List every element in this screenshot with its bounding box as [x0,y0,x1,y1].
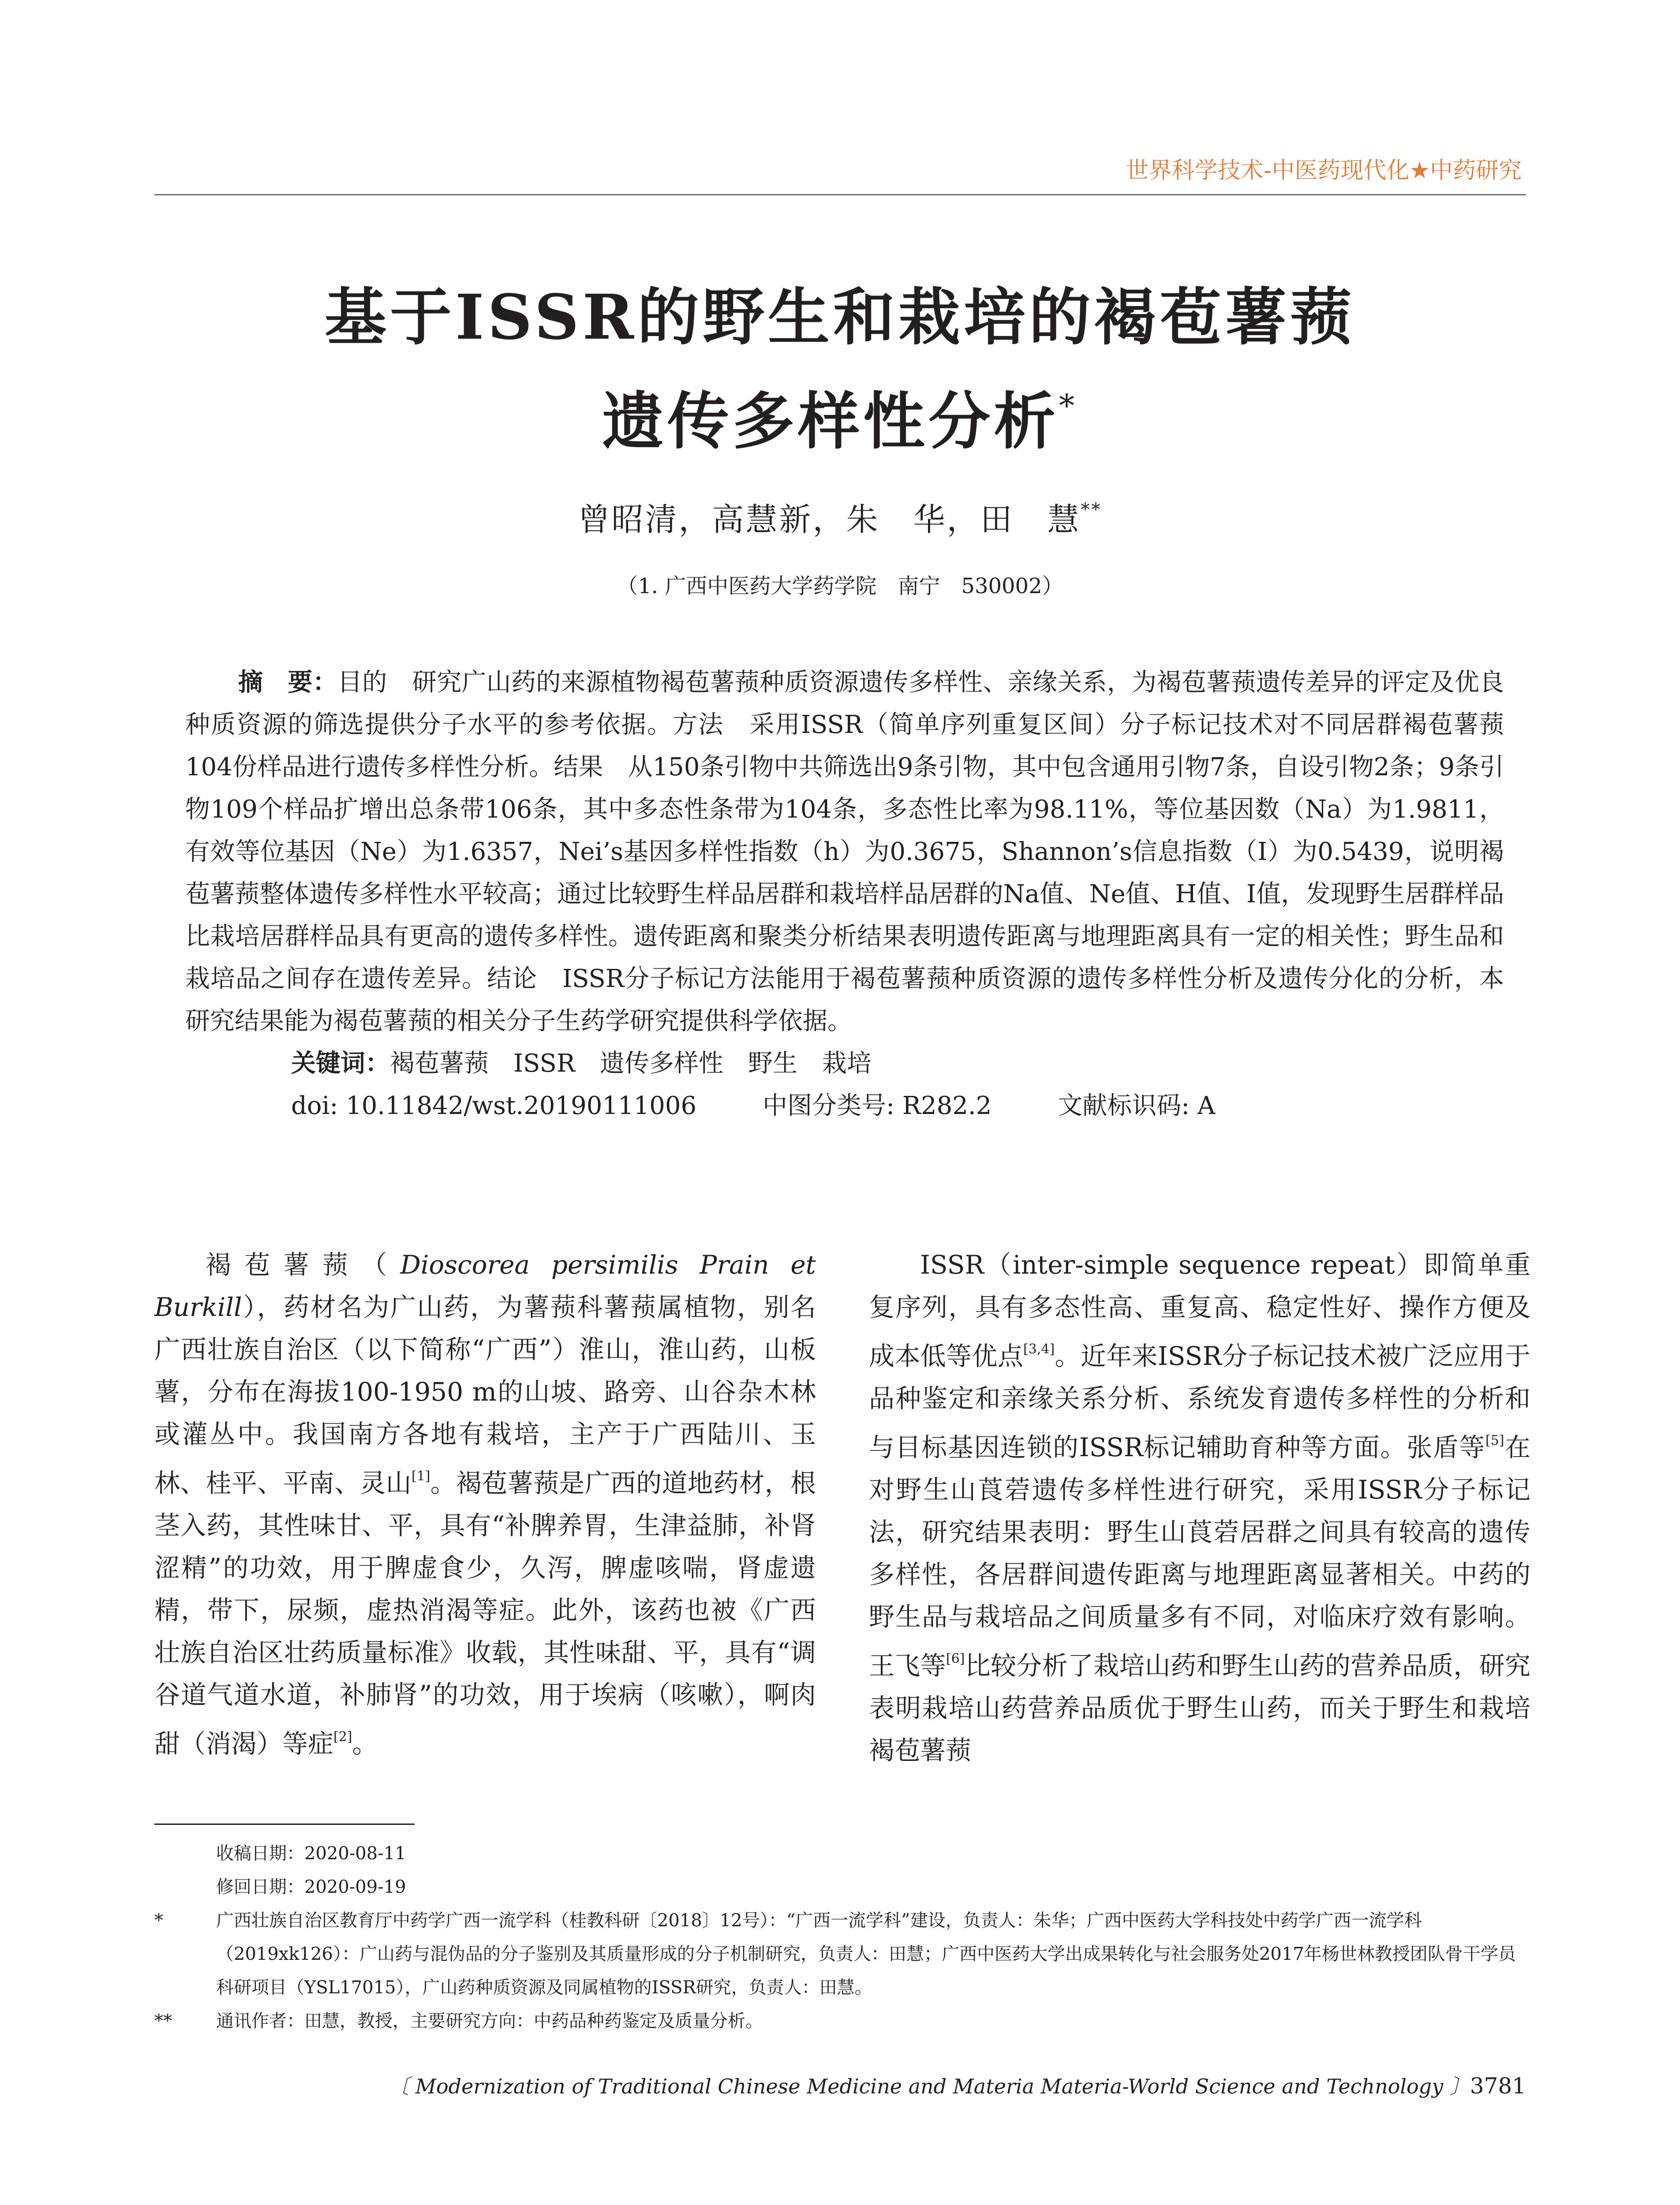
clc-text: 中图分类号: R282.2 [763,1091,992,1120]
citation-ref: [3,4] [1023,1342,1055,1357]
corresponding-mark: ** [1081,500,1102,520]
doc-code-text: 文献标识码: A [1058,1091,1216,1120]
body-text: 。褐苞薯蓣是广西的道地药材，根茎入药，其性味甘、平，具有“补脾养胃，生津益肺，补肾涩精”的功效，用于脾虚食少，久泻，脾虚咳喘，肾虚遗精，带下，尿频，虚热消渴等症。此外，该药也被《广西壮族自治区壮药质量标准》收载，其性味甜、平，具有“调谷道气道水道，补肺肾”的功效，用于埃病（咳嗽），啊肉甜（消渴）等症 [154,1468,816,1759]
abstract-label: 摘 要： [238,668,338,697]
funding-mark: * [154,1910,163,1931]
received-date: 收稿日期：2020-08-11 [216,1843,406,1864]
result-text: 从150条引物中共筛选出9条引物，其中包含通用引物7条，自设引物2条；9条引物109个样品扩增出总条带106条，其中多态性条带为104条，多态性比率为98.11%，等位基因数（Na）为1.9811，有效等位基因（Ne）为1.6357，Nei’s基因多样性指数（h）为0.3675，Shannon’s信息指数（I）为0.5439，说明褐苞薯蓣整体遗传多样性水平较高；通过比较野生样品居群和栽培样品居群的Na值、Ne值、H值、I值，发现野生居群样品比栽培居群样品具有更高的遗传多样性。遗传距离和聚类分析结果表明遗传距离与地理距离具有一定的相关性；野生品和栽培品之间存在遗传差异。 [185,753,1504,993]
citation-ref: [1] [412,1469,430,1484]
footnotes [154,1837,1526,2038]
doi-text: doi: 10.11842/wst.20190111006 [291,1091,697,1120]
page-number: 3781 [1470,2073,1526,2099]
body-column-left [154,1244,816,1765]
footnote-funding [154,1904,1526,2004]
footnote-received [154,1837,1526,1870]
revised-date: 修回日期：2020-09-19 [216,1877,406,1897]
author-list [0,494,1680,540]
objective-label: 目的 [337,668,387,697]
title-footnote-mark: * [1059,388,1078,424]
body-text: ISSR（inter-simple sequence repeat）即简单重复序列，具有多态性高、重复高、稳定性好、操作方便及成本低等优点 [869,1250,1530,1371]
keywords-line [185,1043,1504,1085]
funding-text: 广西壮族自治区教育厅中药学广西一流学科（桂教科研〔2018〕12号）：“广西一流学科”建设，负责人：朱华；广西中医药大学科技处中药学广西一流学科（2019xk126）：广山药与混伪品的分子鉴别及其质量形成的分子机制研究，负责人：田慧；广西中医药大学出成果转化与社会服务处2017年杨世林教授团队骨干学员科研项目（YSL17015），广山药种质资源及同属植物的ISSR研究，负责人：田慧。 [216,1910,1516,1998]
author-names: 曾昭清，高慧新，朱 华，田 慧 [578,501,1081,538]
body-text: 褐苞薯蓣（ [206,1250,400,1280]
method-label: 方法 [673,710,724,739]
footnote-divider [154,1824,415,1825]
keywords-text: 褐苞薯蓣 ISSR 遗传多样性 野生 栽培 [390,1049,872,1078]
conclusion-text: ISSR分子标记方法能用于褐苞薯蓣种质资源的遗传多样性分析及遗传分化的分析，本研究结果能为褐苞薯蓣的相关分子生药学研究提供科学依据。 [185,964,1504,1035]
footnote-corresponding [154,2004,1526,2038]
body-paragraph [869,1244,1530,1771]
running-header [154,146,1526,195]
journal-english-name: 〔 Modernization of Traditional Chinese Medicine and Materia Materia-World Science and Technology 〕 [389,2074,1470,2098]
title-line-2-text: 遗传多样性分析 [602,385,1059,458]
footnote-revised [154,1870,1526,1904]
journal-name: 世界科学技术-中医药现代化 [1126,157,1410,184]
objective-text: 研究广山药的来源植物褐苞薯蓣种质资源遗传多样性、亲缘关系，为褐苞薯蓣遗传差异的评定及优良种质资源的筛选提供分子水平的参考依据。 [185,668,1504,739]
citation-ref: [2] [333,1729,352,1745]
body-column-right [869,1244,1530,1771]
star-icon: ★ [1409,157,1430,184]
doi-line [185,1085,1504,1127]
body-paragraph [154,1244,816,1765]
citation-ref: [6] [946,1651,965,1667]
affiliation: （1. 广西中医药大学药学院 南宁 530002） [617,574,1063,598]
latin-name: Dioscorea persimilis Prain et Burkill [154,1250,816,1322]
corresponding-footnote-mark: ** [154,2011,172,2031]
conclusion-label: 结论 [487,964,537,993]
body-text: 。近年来ISSR分子标记技术被广泛应用于品种鉴定和亲缘关系分析、系统发育遗传多样性的分析和与目标基因连锁的ISSR标记辅助育种等方面。张盾等 [869,1341,1530,1462]
keywords-label: 关键词： [291,1049,390,1078]
body-text: 比较分析了栽培山药和野生山药的营养品质，研究表明栽培山药营养品质优于野生山药，而关于野生和栽培褐苞薯蓣 [869,1651,1530,1765]
method-text: 采用ISSR（简单序列重复区间）分子标记技术对不同居群褐苞薯蓣104份样品进行遗传多样性分析。 [185,710,1504,781]
abstract-paragraph [185,662,1504,1043]
journal-header-text [1126,152,1522,185]
body-text: 。 [352,1729,378,1759]
paper-title [0,273,1680,466]
citation-ref: [5] [1485,1433,1504,1448]
section-name: 中药研究 [1429,157,1522,184]
body-text: 在对野生山莨菪遗传多样性进行研究，采用ISSR分子标记法，研究结果表明：野生山莨菪居群之间具有较高的遗传多样性，各居群间遗传距离与地理距离显著相关。中药的野生品与栽培品之间质量多有不同，对临床疗效有影响。王飞等 [869,1432,1530,1681]
abstract [185,662,1504,1127]
corresponding-text: 通讯作者：田慧，教授，主要研究方向：中药品种药鉴定及质量分析。 [216,2011,763,2031]
page-footer [0,2070,1526,2100]
title-line-1: 基于ISSR的野生和栽培的褐苞薯蓣 [325,281,1355,354]
body-text: ），药材名为广山药，为薯蓣科薯蓣属植物，别名广西壮族自治区（以下简称“广西”）淮山，淮山药，山板薯，分布在海拔100-1950 m的山坡、路旁、山谷杂木林或灌丛中。我国南方各地有栽培，主产于广西陆川、玉林、桂平、平南、灵山 [154,1292,816,1498]
title-line-2 [0,362,1680,466]
result-label: 结果 [554,753,603,781]
